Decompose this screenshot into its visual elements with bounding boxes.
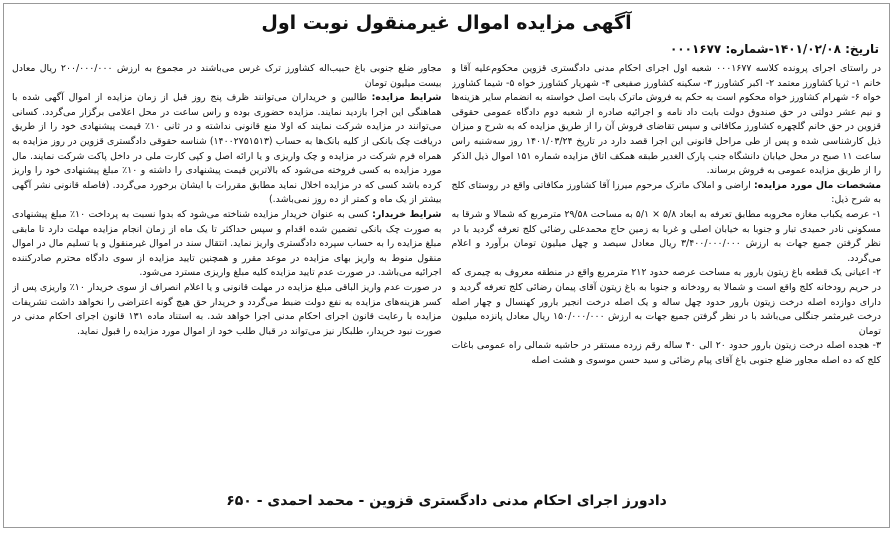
spec-paragraph	[452, 179, 882, 208]
conditions-label: شرایط مزایده:	[371, 92, 442, 104]
spec-text: اراضی و املاک ماترک مرحوم میرزا آقا کشاورز مکافاتی واقع در روستای کلج به شرح ذیل:	[451, 179, 881, 206]
buyer-paragraph	[12, 208, 442, 281]
signature-footer: دادورز اجرای احکام مدنی دادگستری قزوین - محمد احمدی - ۶۵۰	[226, 493, 667, 509]
notice-page	[3, 3, 890, 528]
buyer-label: شرایط خریدار:	[372, 208, 442, 220]
continuation-paragraph: مجاور ضلع جنوبی باغ حبیب‌اله کشاورز ترک غرس می‌باشند در مجموع به ارزش ۲۰۰/۰۰۰/۰۰۰ ریال معادل بیست میلیون تومان	[12, 63, 442, 89]
notice-title: آگهی مزایده اموال غیرمنقول نوبت اول	[261, 12, 632, 34]
item-2: ۲- اعیانی یک قطعه باغ زیتون بارور به مساحت عرصه حدود ۲۱۲ مترمربع واقع در منطقه معروف به چیمری که در حریم رودخانه کلج واقع است و شمالا به رودخانه و جنوبا به باغ زیتون آقای پیمان رضائی کلج تعرفه گردید و دارای دوازده اصله درخت زیتون بارور حدود چهل ساله و یک اصله درخت انجیر بارور کهنسال و چهار اصله درخت غیرمثمر جنگلی می‌باشد با در نظر گرفتن جمیع جهات به ارزش ۱۵۰/۰۰۰/۰۰۰ ریال معادل پانزده میلیون تومان	[451, 267, 881, 337]
conditions-paragraph	[12, 91, 442, 208]
right-column	[452, 62, 882, 482]
item-1: ۱- عرصه یکباب مغازه مخروبه مطابق تعرفه به ابعاد ۵/۸ × ۵/۱ به مساحت ۲۹/۵۸ مترمربع که شمالا و شرقا به مسکونی نادر حمیدی تبار و جنوبا به خیابان اصلی و غربا به زمین حاج محمدعلی رضائی کلج تعرفه گردید با در نظر گرفتن جمیع جهات به ارزش ۳/۴۰۰/۰۰۰/۰۰۰ ریال معادل سیصد و چهل میلیون تومان برآورد و اعلام می‌گردد.	[451, 208, 881, 264]
closing-paragraph: در صورت عدم واریز الباقی مبلغ مزایده در مهلت قانونی و یا اعلام انصراف از سوی خریدار ۱۰٪ واریزی پس از کسر هزینه‌های مزایده به نفع دولت ضبط می‌گردد و خریدار حق هیچ گونه اعتراضی را نخواهد داشت تشریفات مزایده با رعایت قانون اجرای احکام مدنی اجرا خواهد شد. به استناد ماده ۱۳۱ قانون اجرای احکام مدنی در صورت نبود خریدار، طلبکار نیز می‌تواند در قبال طلب خود از اموال مورد مزایده را قبول نماید.	[12, 281, 442, 337]
intro-paragraph: در راستای اجرای پرونده کلاسه ۰۰۰۱۶۷۷ شعبه اول اجرای احکام مدنی دادگستری قزوین محکوم‌علیه آقا و خانم ۱- ثریا کشاورز معتمد ۲- اکبر کشاورز ۳- سکینه کشاورز صفیعی ۴- شهریار کشاورز خواه ۵- شیما کشاورز خواه ۶- شهرام کشاورز خواه محکوم است به حکم به فروش ماترک بابت اصل خواسته به انضمام سایر هزینه‌ها و نیم عشر دولتی در حق صندوق دولت بابت داد نامه و اجرائیه صادره از شعبه دوم دادگاه عمومی حقوقی قزوین در حق خانم گلچهره کشاورز مکافاتی و سپس تقاضای فروش آن را از طریق مزایده که به شرح و میزان ذیل کارشناسی شده و پس از طی مراحل قانونی این اجرا قصد دارد در تاریخ ۱۴۰۱/۰۳/۲۴ روز سه‌شنبه راس ساعت ۱۱ صبح در محل خیابان دانشگاه جنب پارک الغدیر طبقه همکف اتاق مزایده شماره ۱۵۱ اموال ذیل الذکر را از طریق مزایده عمومی به فروش برساند.	[451, 63, 881, 177]
conditions-text: طالبین و خریداران می‌توانند ظرف پنج روز قبل از زمان مزایده از اموال آگهی شده با هماهنگی این اجرا بازدید نمایند. مزایده حضوری بوده و راس ساعت در محل اعلامی برگزار می‌گردد. کسانی می‌توانند در مزایده شرکت نمایند که اولا منع قانونی نداشته و در ثانی ۱۰٪ قیمت پیشنهادی خود را از طریق دریافت چک بانکی از کلیه بانک‌ها به حساب (۱۴۰۰۲۷۵۱۵۱۳) شناسه حقوقی دادگستری قزوین در روز مزایده به همراه فرم شرکت در مزایده و چک واریزی و یا ارائه اصل و کپی کارت ملی در داخل پاکت شرکت نمایند. مال مورد مزایده به کسی فروخته می‌شود که بالاترین قیمت پیشنهادی را داشته و ۱۰٪ مبلغ پیشنهادی خود را واریز کرده باشد کسی که در مزایده اخلال نماید مطابق مقررات با ایشان برخورد می‌گردد. (فاصله قانونی نشر آگهی بیشتر از یک ماه و کمتر از ده روز نمی‌باشد.)	[12, 92, 442, 206]
notice-body	[12, 62, 881, 482]
item-3: ۳- هجده اصله درخت زیتون بارور حدود ۲۰ الی ۴۰ ساله رقم زرده مستقر در حاشیه شمالی راه عمومی باغات کلج که ده اصله مجاور ضلع جنوبی باغ آقای پیام رضائی و سید حسن موسوی و هشت اصله	[451, 340, 881, 366]
left-column	[12, 62, 442, 482]
spec-label: مشخصات مال مورد مزایده:	[753, 179, 881, 191]
date-number-line: تاریخ: ۱۴۰۱/۰۲/۰۸-شماره: ۰۰۰۱۶۷۷	[669, 42, 879, 56]
buyer-text: کسی به عنوان خریدار مزایده شناخته می‌شود که بدوا نسبت به پرداخت ۱۰٪ مبلغ پیشنهادی به صورت چک بانکی تضمین شده اقدام و سپس حداکثر تا یک ماه از زمان انجام مزایده مهلت دارد تا مابقی مبلغ مزایده را به حساب سپرده دادگستری واریز نماید. انتقال سند در اموال غیرمنقول و یا تسلیم مال در اموال منقول منوط به واریز بهای مزایده در موعد مقرر و همچنین تایید مزایده از سوی دادگاه محترم صادرکننده اجرائیه می‌باشد. در صورت عدم تایید مزایده کلیه مبلغ واریزی مسترد می‌شود.	[12, 208, 442, 279]
